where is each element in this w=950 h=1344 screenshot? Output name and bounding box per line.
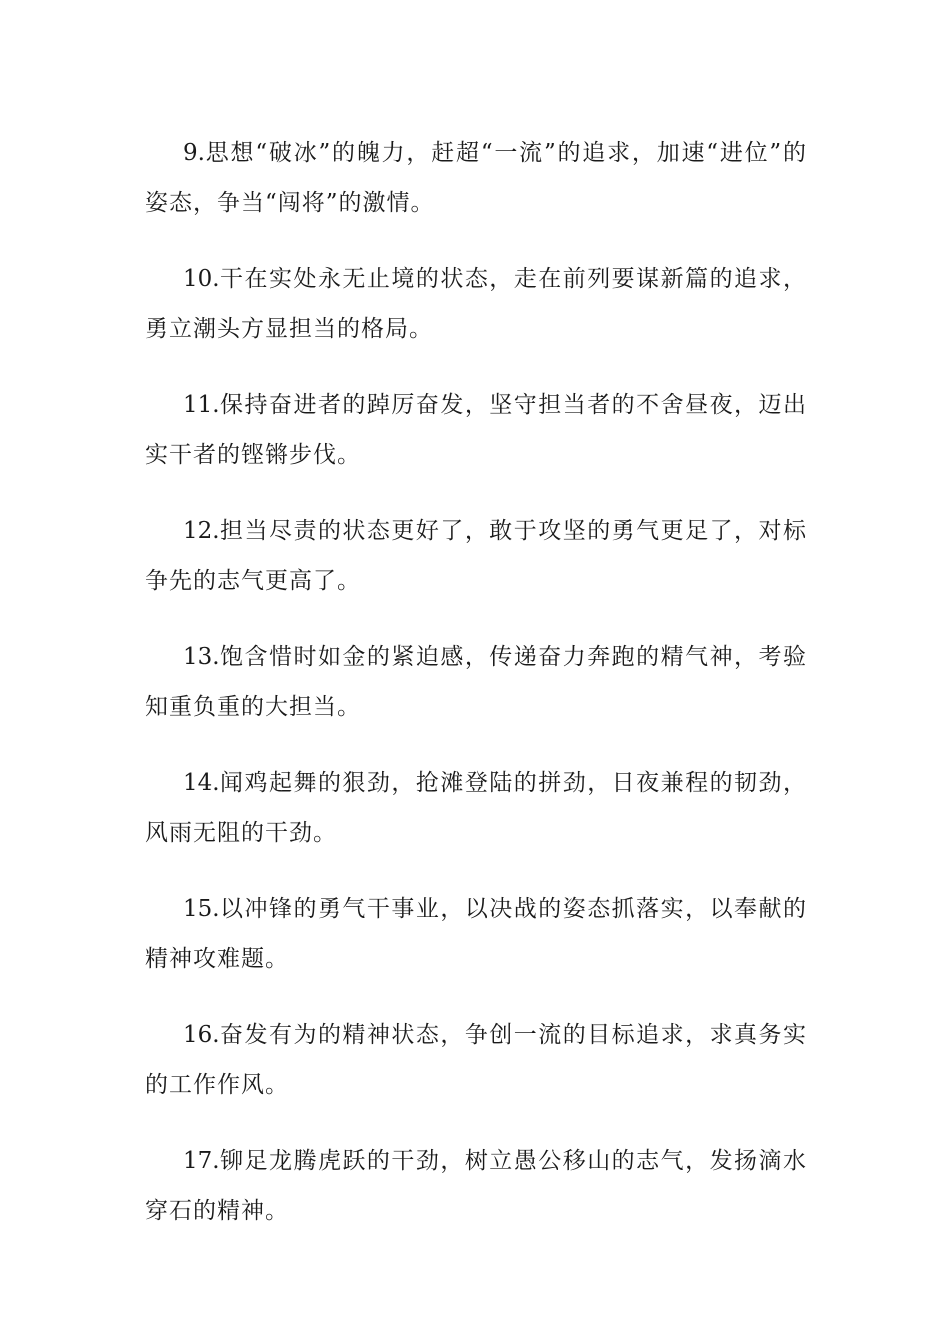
paragraph-11 — [145, 380, 807, 480]
paragraph-number: 9. — [183, 140, 205, 166]
paragraph-number: 10. — [183, 266, 220, 292]
paragraph-number: 13. — [183, 644, 220, 670]
paragraph-text: 保持奋进者的踔厉奋发，坚守担当者的不舍昼夜，迈出实干者的铿锵步伐。 — [145, 392, 807, 468]
paragraph-14 — [145, 758, 807, 858]
paragraph-12 — [145, 506, 807, 606]
paragraph-number: 15. — [183, 896, 220, 922]
paragraph-number: 12. — [183, 518, 220, 544]
document-body — [145, 128, 807, 1262]
paragraph-text: 以冲锋的勇气干事业，以决战的姿态抓落实，以奉献的精神攻难题。 — [145, 896, 807, 972]
paragraph-17 — [145, 1136, 807, 1236]
paragraph-text: 饱含惜时如金的紧迫感，传递奋力奔跑的精气神，考验知重负重的大担当。 — [145, 644, 807, 720]
paragraph-number: 16. — [183, 1022, 220, 1048]
paragraph-10 — [145, 254, 807, 354]
paragraph-number: 14. — [183, 770, 220, 796]
paragraph-13 — [145, 632, 807, 732]
paragraph-16 — [145, 1010, 807, 1110]
paragraph-9 — [145, 128, 807, 228]
paragraph-text: 思想“破冰”的魄力，赶超“一流”的追求，加速“进位”的姿态，争当“闯将”的激情。 — [145, 140, 807, 216]
paragraph-15 — [145, 884, 807, 984]
paragraph-text: 干在实处永无止境的状态，走在前列要谋新篇的追求，勇立潮头方显担当的格局。 — [145, 266, 807, 342]
paragraph-number: 11. — [183, 392, 220, 418]
paragraph-text: 闻鸡起舞的狠劲，抢滩登陆的拼劲，日夜兼程的韧劲，风雨无阻的干劲。 — [145, 770, 807, 846]
paragraph-text: 奋发有为的精神状态，争创一流的目标追求，求真务实的工作作风。 — [145, 1022, 807, 1098]
paragraph-text: 担当尽责的状态更好了，敢于攻坚的勇气更足了，对标争先的志气更高了。 — [145, 518, 807, 594]
paragraph-text: 铆足龙腾虎跃的干劲，树立愚公移山的志气，发扬滴水穿石的精神。 — [145, 1148, 807, 1224]
paragraph-number: 17. — [183, 1148, 220, 1174]
